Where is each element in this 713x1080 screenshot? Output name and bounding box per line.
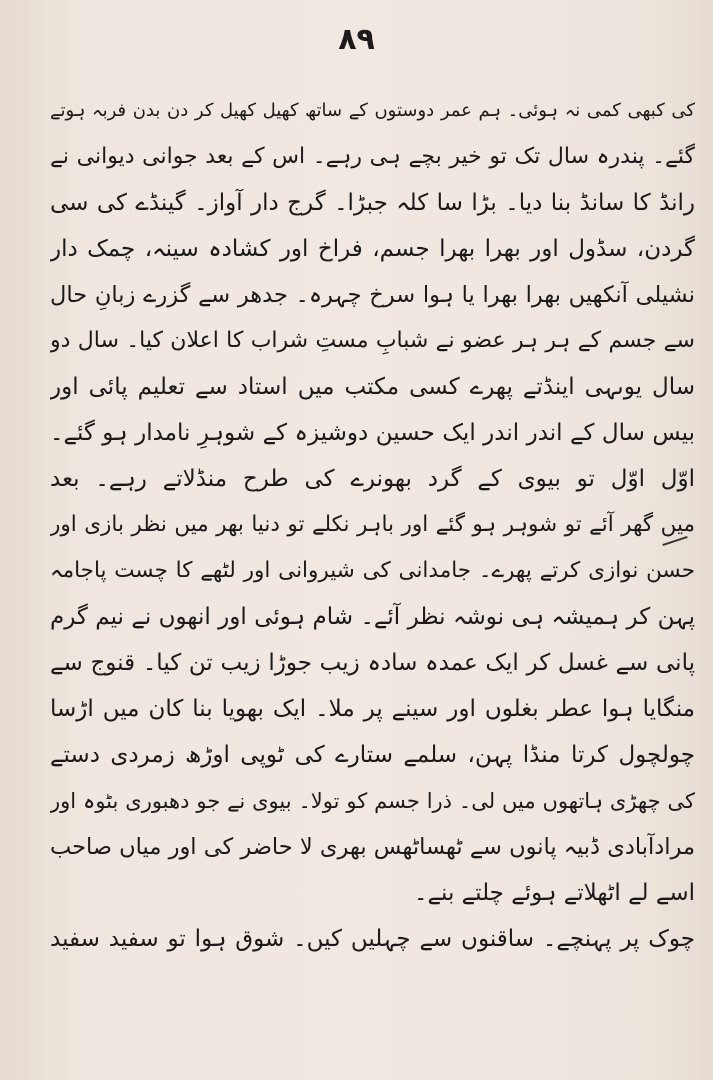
text-line: حسن نوازی کرتے پھرے۔ جامدانی کی شیروانی اور لٹھے کا چست پاجامہ [50,558,695,583]
text-line: بیس سال کے اندر اندر ایک حسین دوشیزہ کے شوہرِ نامدار ہو گئے۔ [50,420,695,446]
text-line: کی چھڑی ہاتھوں میں لی۔ ذرا جسم کو تولا۔ بیوی نے جو دھبوری بٹوہ اور [50,789,695,813]
text-line: منگایا ہوا عطر بغلوں اور سینے پر ملا۔ ایک بھویا بنا کان میں اڑسا [50,696,695,722]
text-line: پانی سے غسل کر ایک عمدہ سادہ زیب جوڑا زیب تن کیا۔ قنوج سے [50,650,695,676]
text-line: پہن کر ہمیشہ ہی نوشہ نظر آئے۔ شام ہوئی اور انھوں نے نیم گرم [50,604,695,630]
text-line: سے جسم کے ہر ہر عضو نے شبابِ مستِ شراب کا اعلان کیا۔ سال دو [50,328,695,353]
text-line: میں گھر آئے تو شوہر ہو گئے اور باہر نکلے تو دنیا بھر میں نظر بازی اور [50,512,695,537]
text-line: چوک پر پہنچے۔ ساقنوں سے چہلیں کیں۔ شوق ہوا تو سفید سفید [50,926,695,952]
text-line: گردن، سڈول اور بھرا بھرا جسم، فراخ اور کشادہ سینہ، چمک دار [50,236,695,262]
text-line: کی کبھی کمی نہ ہوئی۔ ہم عمر دوستوں کے ساتھ کھیل کھیل کر دن بدن فربہ ہوتے [50,100,695,121]
text-line: اسے لے اٹھلاتے ہوئے چلتے بنے۔ [414,880,695,906]
body-text [50,88,695,962]
text-line: اوّل اوّل تو بیوی کے گرد بھونرے کی طرح منڈلاتے رہے۔ بعد [50,466,695,492]
text-line: سال یوںہی اینڈتے پھرے کسی مکتب میں استاد سے تعلیم پائی اور [50,374,695,400]
text-line: گئے۔ پندرہ سال تک تو خیر بچے ہی رہے۔ اس کے بعد جوانی دیوانی نے [50,144,695,169]
text-line: مرادآبادی ڈبیہ پانوں سے ٹھساٹھس بھری لا حاضر کی اور میاں صاحب [50,834,695,860]
text-line: نشیلی آنکھیں بھرا بھرا یا ہوا سرخ چہرہ۔ جدھر سے گزرے زبانِ حال [50,282,695,308]
page-number: ۸۹ [338,22,375,57]
text-line: رانڈ کا سانڈ بنا دیا۔ بڑا سا کلہ جبڑا۔ گرج دار آواز۔ گینڈے کی سی [50,190,695,216]
text-line: چولچول کرتا منڈا پہن، سلمے ستارے کی ٹوپی اوڑھ زمردی دستے [50,742,695,768]
